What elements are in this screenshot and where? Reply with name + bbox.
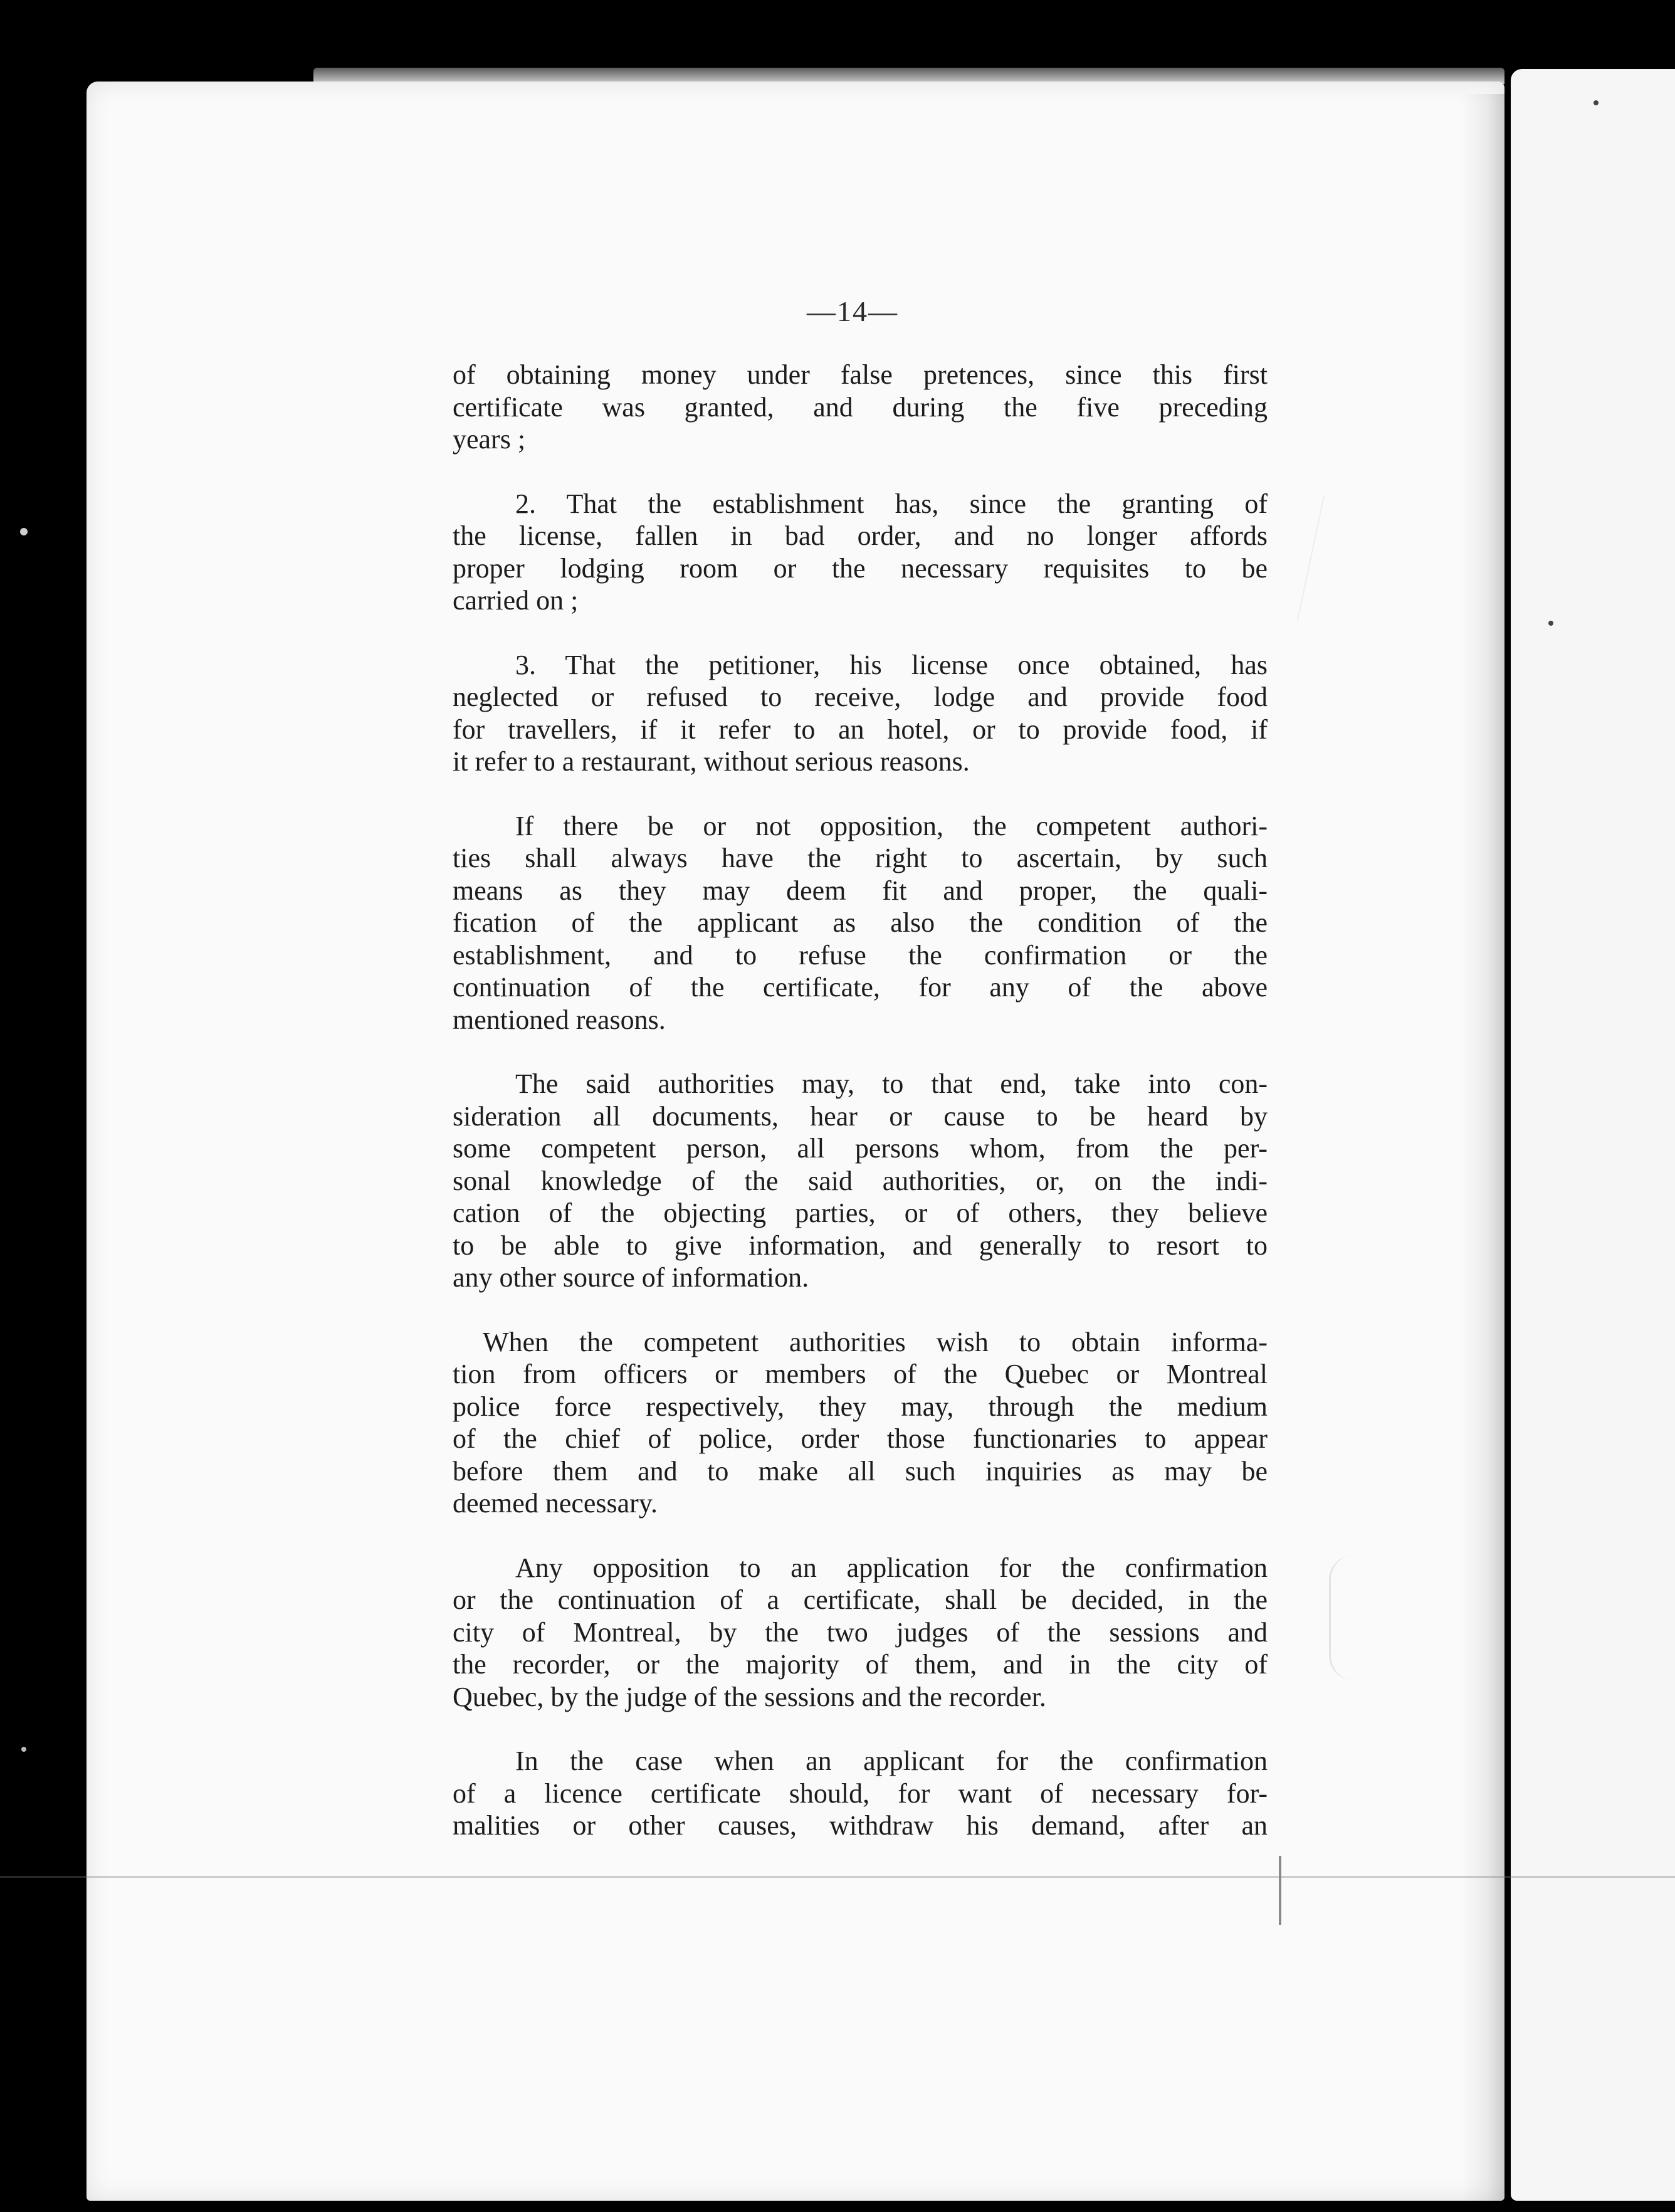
text-line: of the chief of police, order those functionaries to appear <box>453 1423 1268 1454</box>
margin-mark <box>1329 1555 1431 1680</box>
body-text <box>453 359 1268 1842</box>
text-line: or the continuation of a certificate, shall be decided, in the <box>453 1584 1268 1615</box>
paragraph <box>453 810 1268 1036</box>
paragraph <box>453 1552 1268 1714</box>
text-line: The said authorities may, to that end, take into con- <box>515 1068 1268 1099</box>
scan-artifact-line <box>0 1876 1675 1878</box>
text-line: deemed necessary. <box>453 1488 658 1519</box>
text-line: cation of the objecting parties, or of others, they believe <box>453 1198 1268 1228</box>
margin-mark <box>1297 495 1488 621</box>
scan-speck <box>1548 621 1553 626</box>
paragraph <box>453 359 1268 456</box>
text-line: malities or other causes, withdraw his demand, after an <box>453 1810 1268 1841</box>
text-line: of a licence certificate should, for want of necessary for- <box>453 1778 1268 1809</box>
scan-speck <box>1594 100 1599 105</box>
margin-mark <box>1279 1856 1281 1925</box>
text-line: sideration all documents, hear or cause to be heard by <box>453 1100 1268 1132</box>
page-fold-shadow <box>1461 94 1504 2201</box>
text-line: before them and to make all such inquiries as may be <box>453 1455 1268 1487</box>
text-line: the recorder, or the majority of them, and in the city of <box>453 1649 1268 1680</box>
text-line: neglected or refused to receive, lodge and provide food <box>453 682 1268 712</box>
paragraph <box>453 649 1268 778</box>
text-line: any other source of information. <box>453 1262 809 1293</box>
text-line: If there be or not opposition, the competent authori- <box>515 810 1268 841</box>
text-line: continuation of the certificate, for any of the above <box>453 972 1268 1003</box>
text-line: some competent person, all persons whom, from the per- <box>453 1133 1268 1164</box>
text-line: tion from officers or members of the Quebec or Montreal <box>453 1359 1268 1389</box>
page-number: —14— <box>807 295 898 327</box>
text-line: police force respectively, they may, through the medium <box>453 1391 1268 1422</box>
text-line: sonal knowledge of the said authorities, or, on the indi- <box>453 1165 1268 1196</box>
text-line: proper lodging room or the necessary requisites to be <box>453 552 1268 584</box>
paragraph <box>453 488 1268 617</box>
paragraph <box>453 1326 1268 1520</box>
text-line: 2. That the establishment has, since the granting of <box>515 488 1268 519</box>
text-line: fication of the applicant as also the condition of the <box>453 907 1268 938</box>
text-line: mentioned reasons. <box>453 1004 666 1035</box>
text-line: In the case when an applicant for the confirmation <box>515 1746 1268 1776</box>
text-line: When the competent authorities wish to obtain informa- <box>483 1326 1268 1357</box>
text-line: Any opposition to an application for the confirmation <box>515 1552 1268 1583</box>
text-line: of obtaining money under false pretences, since this first <box>453 359 1268 390</box>
text-line: it refer to a restaurant, without serious reasons. <box>453 746 970 777</box>
text-line: for travellers, if it refer to an hotel, or to provide food, if <box>453 714 1268 745</box>
text-line: certificate was granted, and during the five preceding <box>453 391 1268 423</box>
facing-page-edge <box>1511 69 1675 2201</box>
text-line: years ; <box>453 424 526 455</box>
text-line: to be able to give information, and generally to resort to <box>453 1230 1268 1261</box>
text-line: 3. That the petitioner, his license once obtained, has <box>515 649 1268 680</box>
text-line: city of Montreal, by the two judges of the sessions and <box>453 1616 1268 1648</box>
text-line: the license, fallen in bad order, and no longer affords <box>453 520 1268 551</box>
paragraph <box>453 1068 1268 1294</box>
text-line: means as they may deem fit and proper, the quali- <box>453 875 1268 906</box>
text-line: establishment, and to refuse the confirmation or the <box>453 939 1268 971</box>
text-line: ties shall always have the right to ascertain, by such <box>453 843 1268 873</box>
scan-speck <box>20 528 28 535</box>
text-line: Quebec, by the judge of the sessions and the recorder. <box>453 1681 1046 1712</box>
text-line: carried on ; <box>453 585 579 616</box>
scan-speck <box>21 1747 26 1752</box>
paragraph <box>453 1745 1268 1842</box>
